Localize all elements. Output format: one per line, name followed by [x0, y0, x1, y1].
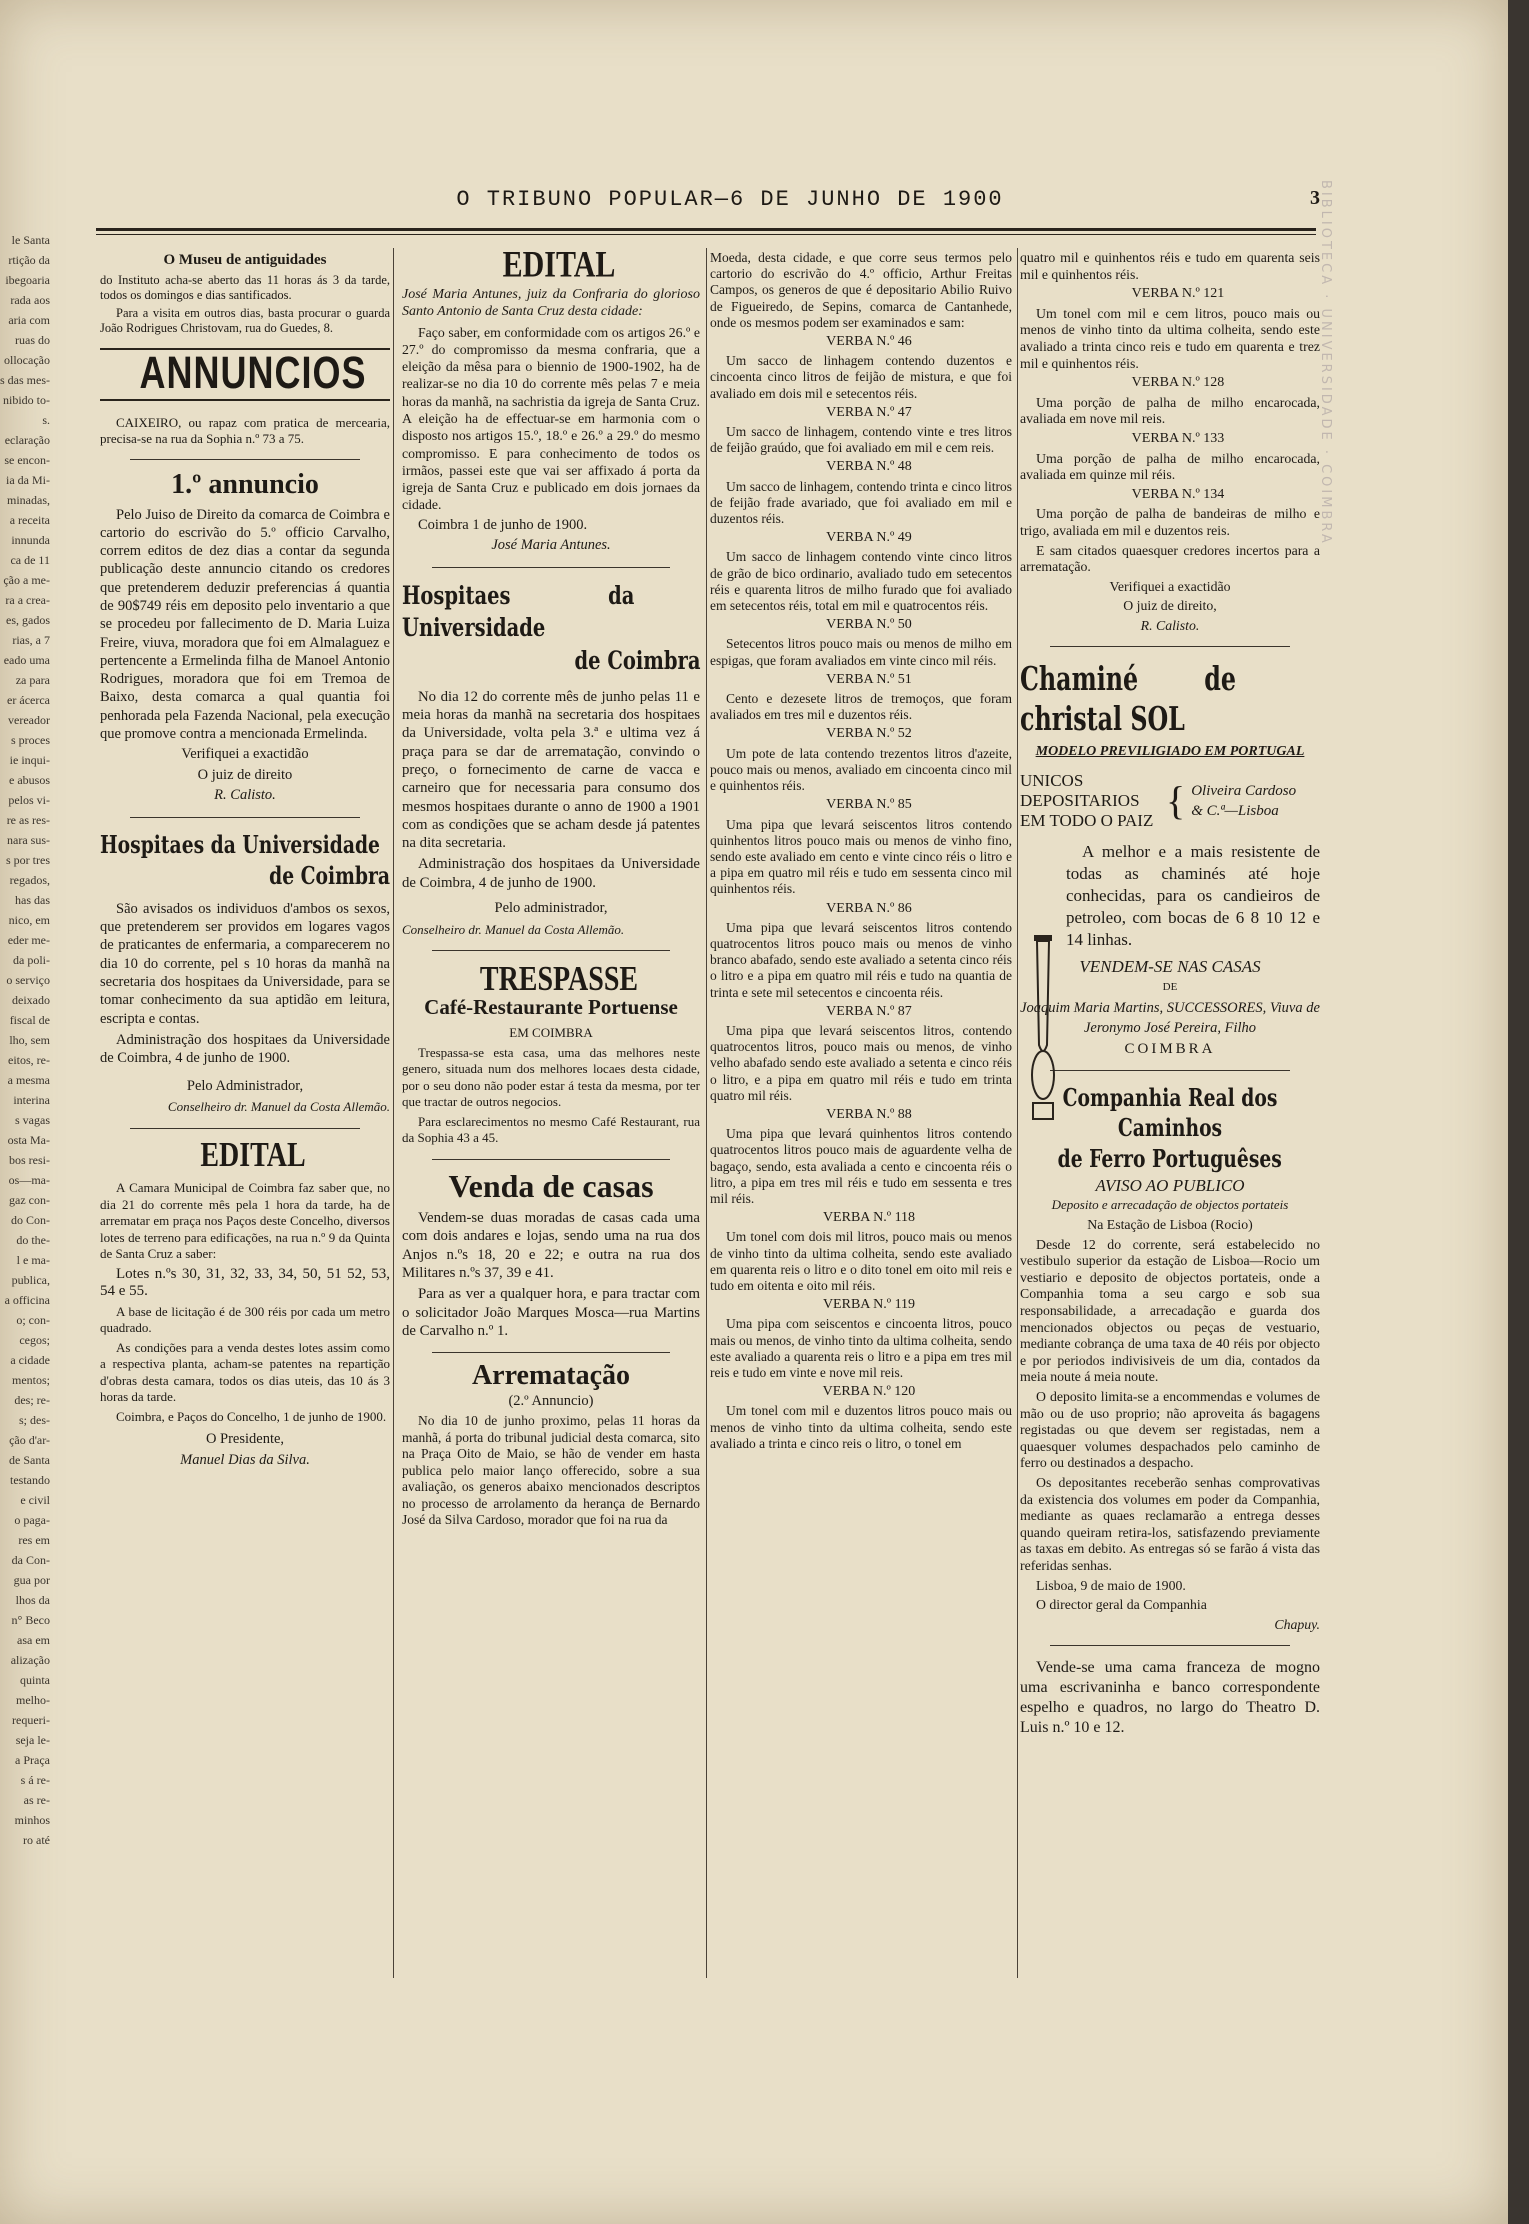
left-edge-fragment	[0, 230, 54, 1950]
edge-text-fragment: rada aos	[10, 293, 50, 307]
vendem-se: VENDEM-SE NAS CASAS	[1079, 957, 1261, 977]
hospitaes-text: No dia 12 do corrente mês de junho pelas 11 e meia horas da manhã na secretaria dos hospitaes da Universidade, volta pela 3.ª e ultima vez á praça para se dar de arrematação, convindo o preço, o fornecimento de carne de vacca e carneiro que for necessaria para consumo dos mesmos hospitaes durante o anno de 1900 a 1901 com as condições que se acham desde já patentes na dita secretaria.	[402, 688, 700, 852]
edge-text-fragment: a officina	[4, 1293, 50, 1307]
pelo-administrador: Pelo Administrador,	[186, 1077, 304, 1094]
edge-text-fragment: e abusos	[9, 773, 50, 787]
edge-text-fragment: le Santa	[11, 233, 50, 247]
aviso-ao-publico: AVISO AO PUBLICO	[1095, 1175, 1245, 1195]
divider	[1050, 1070, 1290, 1071]
edge-text-fragment: ro até	[23, 1833, 50, 1847]
museu-text-2: Para a visita em outros dias, basta procurar o guarda João Rodrigues Christovam, rua do Guedes, 8.	[100, 305, 390, 335]
edge-text-fragment: da Con-	[11, 1553, 50, 1567]
companhia-text-2: O deposito limita-se a encommendas e volumes de mão ou de uso proprio; não aproveita ás bagagens registadas ou que devem ser registadas, nem a quaesquer volumes despachados pelo caminho de ferro ou destinados a despacho.	[1020, 1388, 1320, 1471]
column-2	[402, 243, 700, 1532]
edge-text-fragment: ie inqui-	[9, 753, 50, 767]
divider	[432, 1352, 670, 1353]
edge-text-fragment: es, gados	[6, 613, 50, 627]
edge-text-fragment: regados,	[9, 873, 50, 887]
edge-text-fragment: interina	[13, 1093, 50, 1107]
signature-chapuy: Chapuy.	[1274, 1616, 1320, 1632]
verba-number: VERBA N.º 47	[826, 404, 912, 420]
edge-text-fragment: testando	[10, 1473, 50, 1487]
verba-description: Uma pipa que levará seiscentos litros contendo quatrocentos litros pouco mais ou menos de vinho branco abafado, sendo este avaliado a setenta cinco réis o litro e a pipa em quatro mil réis e tudo na quantia de trinta e sete mil setecentos e cincoenta réis.	[710, 919, 1012, 1000]
museu-text: do Instituto acha-se aberto das 11 horas ás 3 da tarde, todos os domingos e dias santificados.	[100, 272, 390, 302]
edge-text-fragment: os—ma-	[8, 1173, 50, 1187]
museu-title: O Museu de antiguidades	[163, 252, 327, 268]
verba-description: Cento e dezesete litros de tremoços, que foram avaliados em tres mil e duzentos réis.	[710, 691, 1012, 723]
edge-text-fragment: melho-	[16, 1693, 50, 1707]
edge-text-fragment: res em	[18, 1533, 50, 1547]
edge-text-fragment: a cidade	[10, 1353, 50, 1367]
edge-text-fragment: ibegoaria	[5, 273, 50, 287]
verifiquei: Verifiquei a exactidão	[1109, 578, 1231, 594]
estacao-lisboa: Na Estação de Lisboa (Rocio)	[1087, 1217, 1253, 1233]
signature-calisto: R. Calisto.	[1140, 617, 1200, 633]
page-header	[330, 183, 1320, 219]
verba-description: Um pote de lata contendo trezentos litros d'azeite, pouco mais ou menos, avaliado em cincoenta cinco mil e quinhentos réis.	[710, 745, 1012, 794]
edge-text-fragment: asa em	[17, 1633, 50, 1647]
verba-description: Um sacco de linhagem, contendo vinte e tres litros de feijão graúdo, que foi avaliado em mil e cem reis.	[710, 424, 1012, 456]
verba-description: Uma pipa que levará seiscentos litros, contendo quatrocentos litros, pouco mais ou menos, de vinho velho abafado sendo este avaliado a setenta e cinco réis o litro, e a pipa em quatro mil réis e tudo em trinta quatro mil réis.	[710, 1022, 1012, 1103]
hospitaes-text: São avisados os individuos d'ambos os sexos, que pretenderem ser providos em logares vagos de praticantes de enfermaria, a comparecerem no dia 10 do corrente, pel s 10 horas da manhã na secretaria dos hospitaes da Universidade, para se tomar conhecimento da sua aptidão em leitura, escripta e contas.	[100, 900, 390, 1027]
edge-text-fragment: a mesma	[7, 1073, 50, 1087]
header-rule-thin	[96, 234, 1316, 235]
header-rule	[96, 228, 1316, 231]
divider	[100, 399, 390, 401]
divider	[432, 950, 670, 951]
edge-text-fragment: lhos da	[15, 1593, 50, 1607]
edge-text-fragment: mentos;	[12, 1373, 50, 1387]
signature-manuel: Manuel Dias da Silva.	[180, 1451, 310, 1468]
de: DE	[1162, 980, 1178, 993]
trespasse-text: Trespassa-se esta casa, uma das melhores neste genero, situada num dos melhores locaes desta cidade, por o seu dono não poder estar á testa da mesma, por ter que tractar de outros negocios.	[402, 1044, 700, 1110]
divider	[1050, 646, 1290, 647]
edital-intro: José Maria Antunes, juiz da Confraria do glorioso Santo Antonio de Santa Cruz desta cidade:	[402, 286, 700, 319]
edge-text-fragment: a Praça	[15, 1753, 50, 1767]
verba-number: VERBA N.º 85	[826, 797, 912, 813]
verba-description: Setecentos litros pouco mais ou menos de milho em espigas, que foram avaliados em vinte cinco mil réis.	[710, 636, 1012, 668]
edge-text-fragment: n° Beco	[11, 1613, 50, 1627]
edge-text-fragment: ruas do	[15, 333, 50, 347]
depositarios-block	[1020, 771, 1320, 831]
verba-number: VERBA N.º 128	[1131, 375, 1225, 391]
verba-description: Um sacco de linhagem, contendo trinta e cinco litros de feijão frade avariado, que foi avaliado em mil e duzentos réis.	[710, 478, 1012, 527]
hospitaes-admin: Administração dos hospitaes da Universidade de Coimbra, 4 de junho de 1900.	[100, 1031, 390, 1067]
edge-text-fragment: innunda	[11, 533, 50, 547]
edge-text-fragment: nibido to-	[3, 393, 50, 407]
edge-text-fragment: ia da Mi-	[6, 473, 50, 487]
divider	[130, 459, 360, 460]
edge-text-fragment: rias, a 7	[12, 633, 50, 647]
divider	[130, 1128, 360, 1129]
juiz: O juiz de direito,	[1123, 598, 1217, 614]
edge-text-fragment: ca de 11	[10, 553, 50, 567]
edge-text-fragment: publica,	[11, 1273, 50, 1287]
verba-description: Uma porção de palha de milho encarocada, avaliada em quinze mil réis.	[1020, 450, 1320, 483]
edge-text-fragment: vereador	[8, 713, 50, 727]
coimbra: COIMBRA	[1124, 1041, 1216, 1058]
signature-calisto: R. Calisto.	[214, 787, 276, 804]
verba-description: Um sacco de linhagem contendo vinte cinco litros de grão de bico ordinario, avaliado tudo em setecentos réis e quarenta litros de milho furado que foi avaliado em setecentos réis, total em mil e quatrocentos réis.	[710, 549, 1012, 614]
edge-text-fragment: za para	[15, 673, 50, 687]
annuncios-heading: ANNUNCIOS	[139, 346, 367, 398]
brace: {	[1166, 777, 1186, 823]
edge-text-fragment: nico, em	[8, 913, 50, 927]
edge-text-fragment: minadas,	[7, 493, 50, 507]
column-1	[100, 252, 390, 1472]
edge-text-fragment: seja le-	[15, 1733, 50, 1747]
edital-signature: José Maria Antunes.	[491, 537, 611, 554]
edge-text-fragment: do Con-	[11, 1213, 50, 1227]
deposito-arrecadacao: Deposito e arrecadação de objectos portateis	[1051, 1197, 1289, 1213]
trespasse-text-2: Para esclarecimentos no mesmo Café Restaurant, rua da Sophia 43 a 45.	[402, 1113, 700, 1146]
edge-text-fragment: ollocação	[4, 353, 50, 367]
edge-text-fragment: fiscal de	[9, 1013, 50, 1027]
edge-text-fragment: eclaração	[4, 433, 50, 447]
lamp-chimney-illustration	[1030, 935, 1056, 1125]
presidente: O Presidente,	[205, 1431, 285, 1448]
hospitaes-heading: Hospitaes da Universidade	[402, 580, 635, 642]
hospitaes-admin: Administração dos hospitaes da Universidade de Coimbra, 4 de junho de 1900.	[402, 856, 700, 891]
verba-description: Um tonel com mil e duzentos litros pouco mais ou menos de vinho tinto da ultima colheita, sendo este avaliado a trinta e cinco reis o litro, o tonel em	[710, 1403, 1012, 1451]
edital-heading: EDITAL	[502, 243, 616, 286]
edge-text-fragment: pelos vi-	[8, 793, 50, 807]
edge-text-fragment: s vagas	[15, 1113, 50, 1127]
edge-text-fragment: deixado	[12, 993, 50, 1007]
edge-text-fragment: de Santa	[9, 1453, 50, 1467]
divider	[432, 1159, 670, 1160]
verba-number: VERBA N.º 88	[826, 1106, 912, 1122]
edge-text-fragment: o serviço	[6, 973, 50, 987]
edge-text-fragment: re as res-	[6, 813, 50, 827]
column-4	[1020, 250, 1320, 1741]
verba-number: VERBA N.º 46	[826, 334, 912, 350]
venda-text: Vendem-se duas moradas de casas cada uma com dois andares e lojas, sendo uma na rua dos Anjos n.ºs 18, 20 e 22; e outra na rua dos Militares n.ºs 37, 39 e 41.	[402, 1210, 700, 1281]
edge-text-fragment: s á re-	[20, 1773, 50, 1787]
edge-text-fragment: minhos	[14, 1813, 50, 1827]
companhia-text: Desde 12 do corrente, será estabelecido no vestibulo superior da estação de Lisboa—Rocio um vestiario e deposito de objectos portateis, onde a Companhia toma a seu cargo e sob sua responsabilidade, a arrecadação e guarda dos mencionados objectos ou peças de vestuario, mediante cobrança de uma taxa de 40 réis por objecto e por periodos indivisiveis de um dia, contados da meia noute á meia noute.	[1020, 1236, 1320, 1385]
edge-text-fragment: rtição da	[8, 253, 50, 267]
verba-description: Uma porção de palha de milho encarocada, avaliada em nove mil reis.	[1020, 394, 1320, 427]
newspaper-title: O TRIBUNO POPULAR—6 DE JUNHO DE 1900	[456, 187, 1004, 212]
verba-description: Uma pipa que levará seiscentos litros contendo quinhentos litros pouco mais ou menos de vinho fino, sendo este avaliado em cento e vinte cinco réis o litro e a pipa em quatro mil réis e tudo em sessenta cinco mil quinhentos réis.	[710, 816, 1012, 897]
condicoes: As condições para a venda destes lotes assim como a respectiva planta, acham-se patentes na repartição d'obras desta camara, todos os dias uteis, das 10 ás 3 horas da tarde.	[100, 1339, 390, 1405]
edge-text-fragment: ra a crea-	[5, 593, 50, 607]
edge-text-fragment: bos resi-	[9, 1153, 50, 1167]
edital-camara-text: A Camara Municipal de Coimbra faz saber que, no dia 21 do corrente mês pela 1 hora da tarde, ha de arrematar em praça nos Paços deste Concelho, diversos lotes de terreno para edificações, na rua n.º 9 da Quinta de Santa Cruz a saber:	[100, 1180, 390, 1262]
coimbra-pacos: Coimbra, e Paços do Concelho, 1 de junho de 1900.	[116, 1408, 387, 1424]
verba-number: VERBA N.º 52	[826, 726, 912, 742]
citados: E sam citados quaesquer credores incertos para a arrematação.	[1020, 542, 1320, 575]
verba-description: Uma pipa que levará quinhentos litros contendo quatrocentos litros pouco mais de aguardente velha de bagaço, sendo, esta avaliada a cento e cincoenta réis o litro, a pipa em tres mil réis e tudo em sessenta e tres mil réis.	[710, 1126, 1012, 1206]
verba-number: VERBA N.º 50	[826, 617, 912, 633]
verba-number: VERBA N.º 87	[826, 1003, 912, 1019]
unicos-depositarios: UNICOS DEPOSITARIOS EM TODO O PAIZ	[1020, 771, 1154, 831]
column-divider-1	[393, 248, 394, 1978]
edge-text-fragment: l e ma-	[16, 1253, 50, 1267]
signature-conselheiro: Conselheiro dr. Manuel da Costa Allemão.	[167, 1099, 390, 1115]
edge-text-fragment: o; con-	[16, 1313, 50, 1327]
hospitaes-heading-2: de Coimbra	[574, 645, 700, 675]
edge-text-fragment: aria com	[8, 313, 50, 327]
edge-text-fragment: da poli-	[13, 953, 50, 967]
page-number: 3	[1310, 187, 1320, 209]
em-coimbra: EM COIMBRA	[509, 1025, 593, 1041]
edge-text-fragment: o paga-	[14, 1513, 50, 1527]
edge-text-fragment: alização	[10, 1653, 50, 1667]
companhia-heading-2: de Ferro Portuguêses	[1057, 1143, 1283, 1173]
edge-text-fragment: gaz con-	[9, 1193, 50, 1207]
venda-text-2: Para as ver a qualquer hora, e para tractar com o solicitador João Marques Mosca—rua Martins de Carvalho n.º 1.	[402, 1286, 700, 1339]
edge-text-fragment: cegos;	[19, 1333, 50, 1347]
verba-number: VERBA N.º 118	[822, 1210, 916, 1226]
verba-number: VERBA N.º 49	[826, 530, 912, 546]
venda-heading: Venda de casas	[448, 1167, 654, 1204]
hospitaes-heading-2: de Coimbra	[269, 860, 390, 890]
edge-text-fragment: se encon-	[4, 453, 50, 467]
arrematacao-text: No dia 10 de junho proximo, pelas 11 horas da manhã, á porta do tribunal judicial desta comarca, sito na Praça Oito de Maio, se hão de vender em hasta publica pelo maior lanço offerecido, sobre a sua avaliação, os generos abaixo mencionados descriptos no processo de arrolamento da herança de Bernardo José da Silva Cardoso, morador que foi na rua da	[402, 1413, 700, 1528]
trespasse-heading: TRESPASSE	[479, 960, 639, 999]
edge-text-fragment: s por tres	[6, 853, 50, 867]
edge-text-fragment: as re-	[23, 1793, 50, 1807]
chamine-heading: Chaminé de christal SOL	[1020, 659, 1236, 739]
edge-text-fragment: s; des-	[19, 1413, 50, 1427]
edge-text-fragment: des; re-	[14, 1393, 50, 1407]
verba-number: VERBA N.º 133	[1131, 430, 1225, 446]
companhia-heading: Companhia Real dos Caminhos	[1062, 1082, 1278, 1142]
companhia-text-3: Os depositantes receberão senhas comprovativas da existencia dos volumes em poder da Companhia, mediante as quaes reclamarão a entrega desses quando queiram retira-los, satisfazendo previamente as taxas em debito. As entregas só se farão á vista das referidas senhas.	[1020, 1474, 1320, 1573]
hospitaes-heading: Hospitaes da Universidade	[100, 829, 380, 859]
edge-text-fragment: s proces	[11, 733, 50, 747]
divider	[130, 817, 360, 818]
library-stamp: BIBLIOTECA · UNIVERSIDADE · COIMBRA	[1318, 180, 1333, 546]
base-licitacao: A base de licitação é de 300 réis por cada um metro quadrado.	[100, 1303, 390, 1336]
verba-description: Um tonel com dois mil litros, pouco mais ou menos de vinho tinto da ultima colheita, sendo este avaliado em quarenta reis o litro e o dito tonel em oito mil reis e tudo em oitenta e oito mil réis.	[710, 1229, 1012, 1293]
edge-text-fragment: s das mes-	[0, 373, 50, 387]
chamine-text: A melhor e a mais resistente de todas as chaminés até hoje conhecidas, para os candieiros de petroleo, com bocas de 6 8 10 12 e 14 linhas.	[1066, 842, 1320, 950]
edge-text-fragment: a receita	[9, 513, 50, 527]
companhia-date: Lisboa, 9 de maio de 1900.	[1036, 1577, 1186, 1593]
column-divider-2	[706, 248, 707, 1978]
edge-text-fragment: er ácerca	[7, 693, 50, 707]
verifiquei: Verifiquei a exactidão	[181, 746, 309, 763]
edge-text-fragment: osta Ma-	[7, 1133, 50, 1147]
verba-number: VERBA N.º 119	[822, 1297, 916, 1313]
edge-text-fragment: nara sus-	[7, 833, 50, 847]
segundo-annuncio: (2.º Annuncio)	[508, 1392, 594, 1409]
verba-number: VERBA N.º 51	[826, 671, 912, 687]
edge-text-fragment: requeri-	[12, 1713, 50, 1727]
lotes: Lotes n.ºs 30, 31, 32, 33, 34, 50, 51 52, 53, 54 e 55.	[100, 1265, 390, 1300]
verba-number: VERBA N.º 134	[1131, 486, 1225, 502]
edge-text-fragment: e civil	[20, 1493, 50, 1507]
verba-number: VERBA N.º 120	[822, 1384, 916, 1400]
verba-description: Um sacco de linhagem contendo duzentos e cincoenta cinco litros de feijão de mistura, e que foi avaliado em dois mil e setecentos réis.	[710, 353, 1012, 401]
edital-text: Faço saber, em conformidade com os artigos 26.º e 27.º do compromisso da mesma confraria, que a eleição da mêsa para o biennio de 1900-1902, ha de realizar-se no dia 10 do corrente mês pelas 7 e meia horas da manhã, na sachristia da igreja de Santa Cruz. A eleição ha de effectuar-se em harmonia com o disposto nos artigos 15.º, 18.º e 26.º a 29.º do mesmo compromisso. E para conhecimento de todos os irmãos, passei este que vai ser affixado á porta da igreja de Santa Cruz e publicado em dois jornaes da cidade.	[402, 324, 700, 513]
verba-intro: Moeda, desta cidade, e que corre seus termos pelo cartorio do escrivão do 4.º officio, Arthur Freitas Campos, os generos de que é depositario Abilio Ruivo de Figueiredo, de Sepins, comarca de Cantanhede, onde os mesmos podem ser examinados e sam:	[710, 250, 1012, 330]
verba-description: Uma pipa com seiscentos e cincoenta litros, pouco mais ou menos, de vinho tinto da ultima colheita, sendo este avaliado a quarenta reis o litro e a pipa em tres mil reis e tudo em vinte e nove mil reis.	[710, 1316, 1012, 1380]
signature-conselheiro: Conselheiro dr. Manuel da Costa Allemão.	[402, 921, 625, 937]
cafe-heading: Café-Restaurante Portuense	[424, 994, 678, 1019]
edge-text-fragment: eado uma	[3, 653, 50, 667]
divider	[432, 567, 670, 568]
verba-description: Uma porção de palha de bandeiras de milho e trigo, avaliada em mil e duzentos reis.	[1020, 506, 1320, 538]
verba-description: Um tonel com mil e cem litros, pouco mais ou menos de vinho tinto da ultima colheita, sendo este avaliado a trinta cinco reis e tudo em quarenta e trez mil e quinhentos réis.	[1020, 305, 1320, 371]
companhia-director: O director geral da Companhia	[1036, 1597, 1207, 1613]
edge-text-fragment: ção a me-	[3, 573, 50, 587]
verba-number: VERBA N.º 86	[826, 900, 912, 916]
edge-text-fragment: do the-	[16, 1233, 50, 1247]
arrematacao-heading: Arrematação	[471, 1360, 631, 1392]
column-3	[710, 250, 1012, 1455]
caixeiro-ad: CAIXEIRO, ou rapaz com pratica de mercearia, precisa-se na rua da Sophia n.º 73 a 75.	[100, 415, 390, 446]
joaquim-martins: Joaquim Maria Martins, SUCCESSORES, Viuva de Jeronymo José Pereira, Filho	[1020, 1000, 1320, 1037]
edge-text-fragment: lho, sem	[9, 1033, 50, 1047]
pelo-administrador: Pelo administrador,	[494, 900, 608, 917]
edge-text-fragment: s.	[42, 413, 50, 427]
edge-text-fragment: gua por	[13, 1573, 50, 1587]
edital-heading: EDITAL	[200, 1135, 306, 1175]
annuncio-heading: 1.º annuncio	[171, 469, 319, 500]
edital-date: Coimbra 1 de junho de 1900.	[418, 516, 588, 533]
sc-lisboa: & C.ª—Lisboa	[1191, 803, 1279, 820]
juiz: O juiz de direito	[197, 766, 293, 783]
annuncio-text: Pelo Juiso de Direito da comarca de Coimbra e cartorio do escrivão do 5.º officio Carvalho, correm editos de dez dias a contar da segunda publicação deste annuncio citando os credores que pretenderem deduzir preferencias á quantia de 90$749 réis em deposito pelo inventario a que se procedeu por fallecimento de D. Maria Luiza Freire, viuva, moradora que foi em Almalaguez e pertencente a Ermelinda filha de Manoel Antonio Rodrigues, moradora que foi em Tremoa de Baixo, desta comarca a qual quantia foi penhorada pela Fazenda Nacional, pela execução que promove contra a mencionada Ermelinda.	[100, 506, 390, 743]
edge-text-fragment: eder me-	[7, 933, 50, 947]
edge-text-fragment: quinta	[20, 1673, 50, 1687]
cama-ad: Vende-se uma cama franceza de mogno uma escrivaninha e banco correspondente espelho e quadros, no largo do Theatro D. Luis n.º 10 e 12.	[1020, 1659, 1320, 1737]
verba-intro: quatro mil e quinhentos réis e tudo em quarenta seis mil e quinhentos réis.	[1020, 250, 1320, 282]
oliveira-cardoso: Oliveira Cardoso	[1191, 783, 1297, 800]
edge-text-fragment: eitos, re-	[8, 1053, 50, 1067]
divider	[1050, 1645, 1290, 1646]
verba-number: VERBA N.º 121	[1131, 286, 1225, 302]
verba-number: VERBA N.º 48	[826, 459, 912, 475]
column-divider-3	[1017, 248, 1018, 1978]
modelo-previligiado: MODELO PREVILIGIADO EM PORTUGAL	[1035, 744, 1305, 760]
edge-text-fragment: has das	[15, 893, 50, 907]
edge-text-fragment: ção d'ar-	[9, 1433, 50, 1447]
